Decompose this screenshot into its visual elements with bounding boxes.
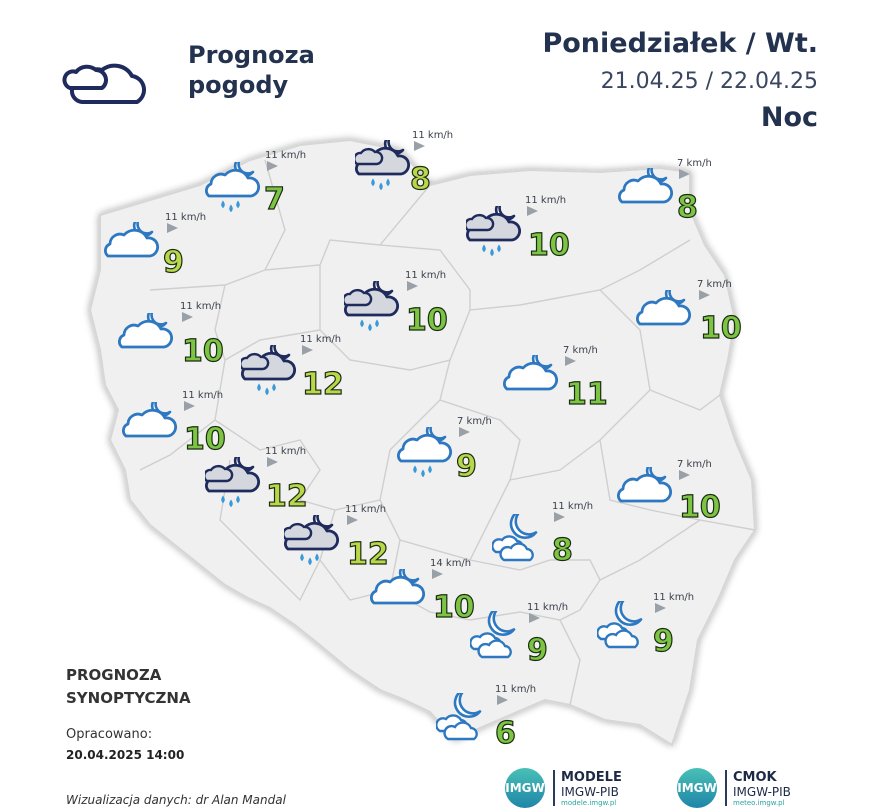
wind-direction-icon (679, 169, 690, 179)
wind-speed: 7 km/h (457, 416, 492, 427)
cloud-moon-rain-icon (397, 427, 455, 477)
wind-speed: 11 km/h (165, 212, 207, 223)
wind-label (182, 390, 223, 412)
wind-direction-icon (497, 695, 508, 705)
temperature-value: 9 (456, 449, 477, 484)
wind-speed: 7 km/h (563, 345, 598, 356)
wind-label (345, 504, 386, 526)
temperature-value: 11 (566, 377, 608, 412)
day-label: Poniedziałek / Wt. (542, 28, 818, 59)
logo-divider (553, 770, 555, 806)
wind-label (525, 195, 566, 217)
logo-url: meteo.imgw.pl (733, 799, 785, 807)
synoptic-line-2: SYNOPTYCZNA (66, 689, 191, 707)
cloud-moon-icon (636, 290, 694, 340)
moon-clouds-icon (492, 514, 550, 564)
imgw-logo-icon (677, 768, 717, 808)
wind-label (165, 212, 206, 234)
temperature-value: 8 (552, 533, 573, 568)
wind-direction-icon (184, 401, 195, 411)
wind-speed: 11 km/h (182, 390, 224, 401)
wind-speed: 7 km/h (697, 279, 732, 290)
wind-label (552, 501, 593, 523)
prepared-date: 20.04.2025 14:00 (66, 748, 185, 762)
cloud-moon-rain-dark-icon (355, 140, 413, 190)
temperature-value: 10 (406, 303, 448, 338)
wind-label (180, 301, 221, 323)
wind-direction-icon (565, 356, 576, 366)
wind-label (265, 150, 306, 172)
title-line-2: pogody (188, 71, 289, 99)
temperature-value: 9 (163, 245, 184, 280)
wind-direction-icon (182, 312, 193, 322)
wind-label (527, 602, 568, 624)
viz-credit: Wizualizacja danych: dr Alan Mandal (66, 793, 286, 807)
moon-clouds-icon (597, 601, 655, 651)
cloud-moon-rain-icon (205, 162, 263, 212)
wind-label (405, 270, 446, 292)
wind-direction-icon (267, 457, 278, 467)
cloud-moon-icon (617, 467, 675, 517)
wind-direction-icon (527, 206, 538, 216)
imgw-logo-icon (505, 768, 545, 808)
temperature-value: 10 (184, 422, 226, 457)
wind-direction-icon (407, 281, 418, 291)
cloud-moon-icon (104, 222, 162, 272)
synoptic-label (66, 664, 191, 710)
wind-speed: 11 km/h (265, 150, 307, 161)
app-title (188, 40, 315, 100)
cloud-moon-icon (503, 355, 561, 405)
wind-speed: 7 km/h (677, 459, 712, 470)
temperature-value: 10 (433, 590, 475, 625)
wind-label (495, 684, 536, 706)
cloud-moon-rain-dark-icon (241, 345, 299, 395)
date-block (542, 28, 818, 133)
temperature-value: 10 (700, 311, 742, 346)
logo-divider (725, 770, 727, 806)
wind-label (677, 459, 712, 481)
temperature-value: 10 (182, 334, 224, 369)
wind-direction-icon (414, 141, 425, 151)
period-label: Noc (760, 102, 818, 133)
wind-label (653, 592, 694, 614)
modele-logo[interactable] (505, 766, 635, 810)
synoptic-line-1: PROGNOZA (66, 666, 162, 684)
wind-direction-icon (347, 515, 358, 525)
cloud-moon-icon (618, 168, 676, 218)
cmok-logo[interactable] (677, 766, 807, 810)
wind-label (412, 130, 453, 152)
wind-speed: 11 km/h (345, 504, 387, 515)
moon-clouds-icon (436, 693, 494, 743)
temperature-value: 10 (528, 228, 570, 263)
title-line-1: Prognoza (188, 41, 315, 69)
cloud-moon-icon (122, 402, 180, 452)
logo-url: modele.imgw.pl (561, 799, 617, 807)
wind-direction-icon (699, 290, 710, 300)
cloud-moon-logo-icon (62, 42, 172, 112)
wind-direction-icon (529, 613, 540, 623)
wind-direction-icon (167, 223, 178, 233)
temperature-value: 8 (410, 162, 431, 197)
date-label: 21.04.25 / 22.04.25 (600, 69, 818, 94)
logo-mark: IMGW (677, 781, 717, 795)
wind-label (697, 279, 732, 301)
wind-speed: 11 km/h (495, 684, 537, 695)
wind-label (300, 334, 341, 356)
wind-speed: 11 km/h (552, 501, 594, 512)
cloud-moon-rain-dark-icon (466, 206, 524, 256)
wind-speed: 11 km/h (405, 270, 447, 281)
logo-mark: IMGW (505, 781, 545, 795)
moon-clouds-icon (470, 611, 528, 661)
wind-direction-icon (267, 161, 278, 171)
logo-org: IMGW-PIB (733, 785, 791, 799)
logo-name: MODELE (561, 770, 622, 785)
wind-direction-icon (432, 569, 443, 579)
wind-direction-icon (554, 512, 565, 522)
wind-speed: 11 km/h (525, 195, 567, 206)
wind-direction-icon (655, 603, 666, 613)
prepared-label: Opracowano: (66, 727, 153, 742)
wind-speed: 11 km/h (412, 130, 454, 141)
temperature-value: 7 (264, 182, 285, 217)
cloud-moon-rain-dark-icon (284, 515, 342, 565)
temperature-value: 6 (495, 716, 516, 751)
temperature-value: 9 (527, 633, 548, 668)
temperature-value: 12 (302, 367, 344, 402)
wind-direction-icon (459, 427, 470, 437)
cloud-moon-rain-dark-icon (344, 281, 402, 331)
wind-direction-icon (679, 470, 690, 480)
wind-speed: 11 km/h (180, 301, 222, 312)
wind-speed: 7 km/h (677, 158, 712, 169)
temperature-value: 9 (653, 624, 674, 659)
temperature-value: 12 (266, 479, 308, 514)
cloud-moon-rain-dark-icon (205, 457, 263, 507)
wind-label (563, 345, 598, 367)
temperature-value: 12 (347, 537, 389, 572)
wind-label (265, 446, 306, 468)
wind-speed: 11 km/h (653, 592, 695, 603)
logo-name: CMOK (733, 770, 777, 785)
cloud-moon-icon (118, 313, 176, 363)
logo-org: IMGW-PIB (561, 785, 619, 799)
temperature-value: 8 (677, 190, 698, 225)
wind-label (677, 158, 712, 180)
wind-speed: 14 km/h (430, 558, 472, 569)
wind-label (457, 416, 492, 438)
wind-speed: 11 km/h (265, 446, 307, 457)
wind-direction-icon (302, 345, 313, 355)
wind-speed: 11 km/h (300, 334, 342, 345)
temperature-value: 10 (679, 490, 721, 525)
cloud-moon-icon (370, 569, 428, 619)
wind-label (430, 558, 471, 580)
wind-speed: 11 km/h (527, 602, 569, 613)
